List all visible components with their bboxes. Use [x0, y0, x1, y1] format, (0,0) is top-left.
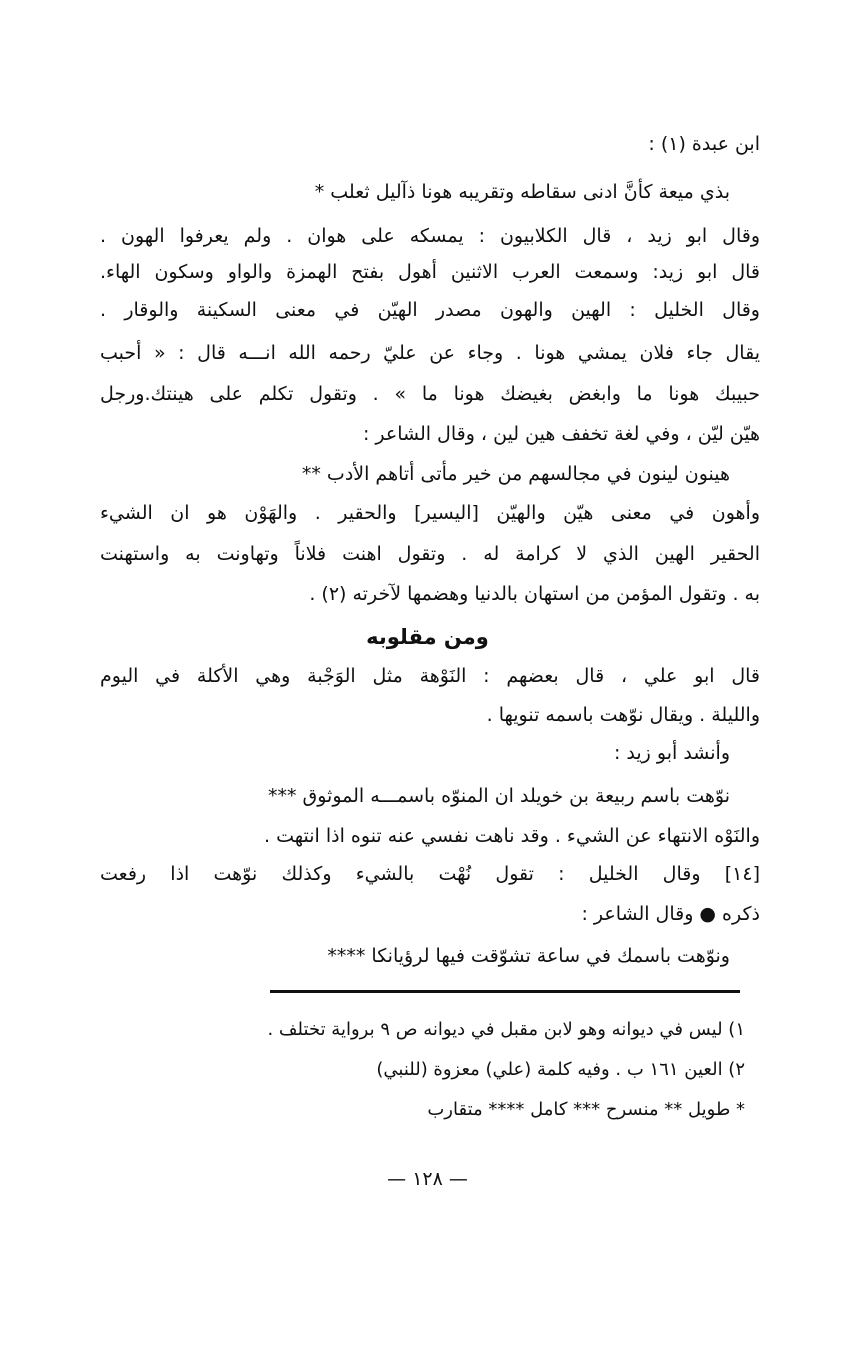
- text-line: قال ابو علي ، قال بعضهم : النَوْهة مثل الوَجْبة وهي الأكلة في اليوم: [100, 665, 760, 687]
- footnote: ١) ليس في ديوانه وهو لابن مقبل في ديوانه ص ٩ برواية تختلف .: [267, 1019, 745, 1040]
- text-line: وقال ابو زيد ، قال الكلابيون : يمسكه على هوان . ولم يعرفوا الهون .: [100, 225, 760, 247]
- verse-line: بذي ميعة كأنَّ ادنى سقاطه وتقريبه هونا ذآليل ثعلب *: [314, 181, 730, 203]
- text-line: ذكره ● وقال الشاعر :: [581, 903, 760, 925]
- text-line: يقال جاء فلان يمشي هونا . وجاء عن عليّ رحمه الله انـــه قال : « أحبب: [100, 342, 760, 364]
- footnote-divider: [270, 990, 740, 993]
- meter-legend: * طويل ** منسرح *** كامل **** متقارب: [427, 1099, 745, 1120]
- text-line: [١٤] وقال الخليل : تقول نُهْت بالشيء وكذلك نوّهت اذا رفعت: [100, 863, 760, 885]
- text-line: والنَوْه الانتهاء عن الشيء . وقد ناهت نفسي عنه تنوه اذا انتهت .: [264, 825, 760, 847]
- text-line: هيّن ليّن ، وفي لغة تخفف هين لين ، وقال الشاعر :: [362, 423, 760, 445]
- text-line: به . وتقول المؤمن من استهان بالدنيا وهضمها لآخرته (٢) .: [309, 583, 760, 605]
- text-line: قال ابو زيد: وسمعت العرب الاثنين أهول بفتح الهمزة والواو وسكون الهاء.: [100, 261, 760, 283]
- text-line: وأنشد أبو زيد :: [613, 742, 730, 764]
- text-line: والليلة . ويقال نوّهت باسمه تنويها .: [486, 704, 760, 726]
- footnote: ٢) العين ١٦١ ب . وفيه كلمة (علي) معزوة (للنبي): [376, 1059, 745, 1080]
- text-line: الحقير الهين الذي لا كرامة له . وتقول اهنت فلاناً وتهاونت به واستهنت: [100, 543, 760, 565]
- verse-line: نوّهت باسم ربيعة بن خويلد ان المنوّه باسمـــه الموثوق ***: [267, 785, 730, 807]
- text-line: وأهون في معنى هيّن والهيّن [اليسير] والحقير . والهَوْن هو ان الشيء: [100, 502, 760, 524]
- verse-line: ونوّهت باسمك في ساعة تشوّقت فيها لرؤيانكا ****: [327, 945, 730, 967]
- page-number: — ١٢٨ —: [387, 1168, 468, 1190]
- text-line: وقال الخليل : الهين والهون مصدر الهيّن في معنى السكينة والوقار .: [100, 299, 760, 321]
- text-line: حبيبك هونا ما وابغض بغيضك هونا ما » . وتقول تكلم على هينتك.ورجل: [100, 383, 760, 405]
- section-heading: ومن مقلوبه: [366, 625, 489, 649]
- verse-line: هينون لينون في مجالسهم من خير مأتى أتاهم الأدب **: [301, 463, 730, 485]
- text-line: ابن عبدة (١) :: [648, 133, 760, 155]
